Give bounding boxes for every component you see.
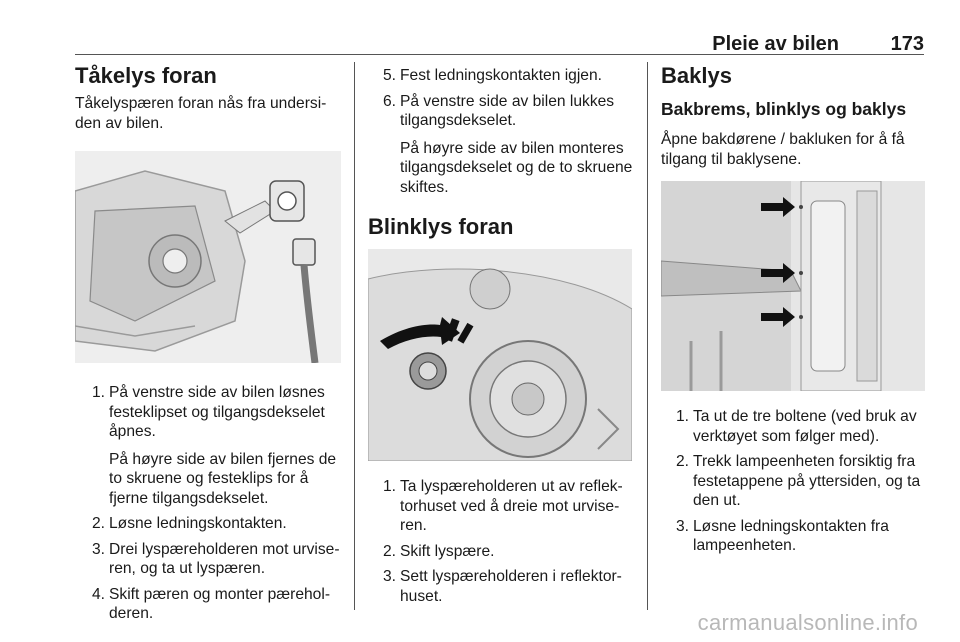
intro-text: Åpne bakdørene / bakluken for å få tilgang til baklysene. — [661, 131, 905, 168]
column-indicator-lights — [368, 62, 634, 606]
list-item: 1. Ta lyspæreholderen ut av reflek-torhuset ved å dreie mot urvise-ren. — [382, 478, 623, 534]
section-heading: Blinklys foran — [368, 214, 514, 239]
fog-light-illustration — [75, 151, 341, 363]
list-item: 2. Løsne ledningskontakten. — [91, 515, 287, 532]
page-number: 173 — [890, 33, 924, 55]
section-heading: Tåkelys foran — [75, 63, 217, 88]
tail-light-illustration — [661, 181, 925, 391]
steps-list — [667, 407, 927, 556]
list-item: 1. Ta ut de tre boltene (ved bruk av verktøyet som følger med). — [675, 408, 917, 445]
section-heading: Baklys — [661, 63, 732, 88]
list-item: 6. På venstre side av bilen lukkes tilgangsdekselet. På høyre side av bilen monteres tilgangsdekselet og de to skruene skiftes. — [382, 92, 633, 196]
tail-lamp-drawing — [661, 181, 925, 391]
watermark-text: carmanualsonline.info — [697, 610, 918, 635]
list-item: 3. Drei lyspæreholderen mot urvise-ren, og ta ut lyspæren. — [91, 540, 340, 577]
header-divider — [75, 54, 924, 55]
indicator-lamp-drawing — [368, 249, 632, 461]
list-item: 2. Skift lyspære. — [382, 542, 495, 560]
section-title: Pleie av bilen — [712, 33, 839, 55]
list-item: 3. Løsne ledningskontakten fra lampeenheten. — [675, 517, 889, 554]
list-item: 2. Trekk lampeenheten forsiktig fra festetappene på yttersiden, og ta den ut. — [675, 453, 921, 509]
list-item: 5. Fest ledningskontakten igjen. — [382, 67, 602, 84]
subsection-heading: Bakbrems, blinklys og baklys — [661, 99, 907, 119]
column-divider — [354, 62, 355, 610]
column-fog-lights — [75, 62, 343, 624]
list-item: 4. Skift pæren og monter pærehol-deren. — [91, 585, 331, 622]
steps-list-continued — [374, 66, 634, 197]
column-tail-lights — [661, 62, 927, 556]
column-divider — [647, 62, 648, 610]
fog-lamp-drawing — [75, 151, 341, 363]
steps-list — [83, 383, 343, 624]
indicator-light-illustration — [368, 249, 632, 461]
list-item: 3. Sett lyspæreholderen i reflektor-huset. — [382, 568, 622, 605]
intro-text: Tåkelyspæren foran nås fra undersi-den av bilen. — [75, 95, 327, 132]
steps-list — [374, 477, 634, 606]
list-item: 1. På venstre side av bilen løsnes festeklipset og tilgangsdekselet åpnes. På høyre side av bilen fjernes de to skruene og festeklips for å fjerne tilgangsdekselet. — [91, 384, 337, 507]
